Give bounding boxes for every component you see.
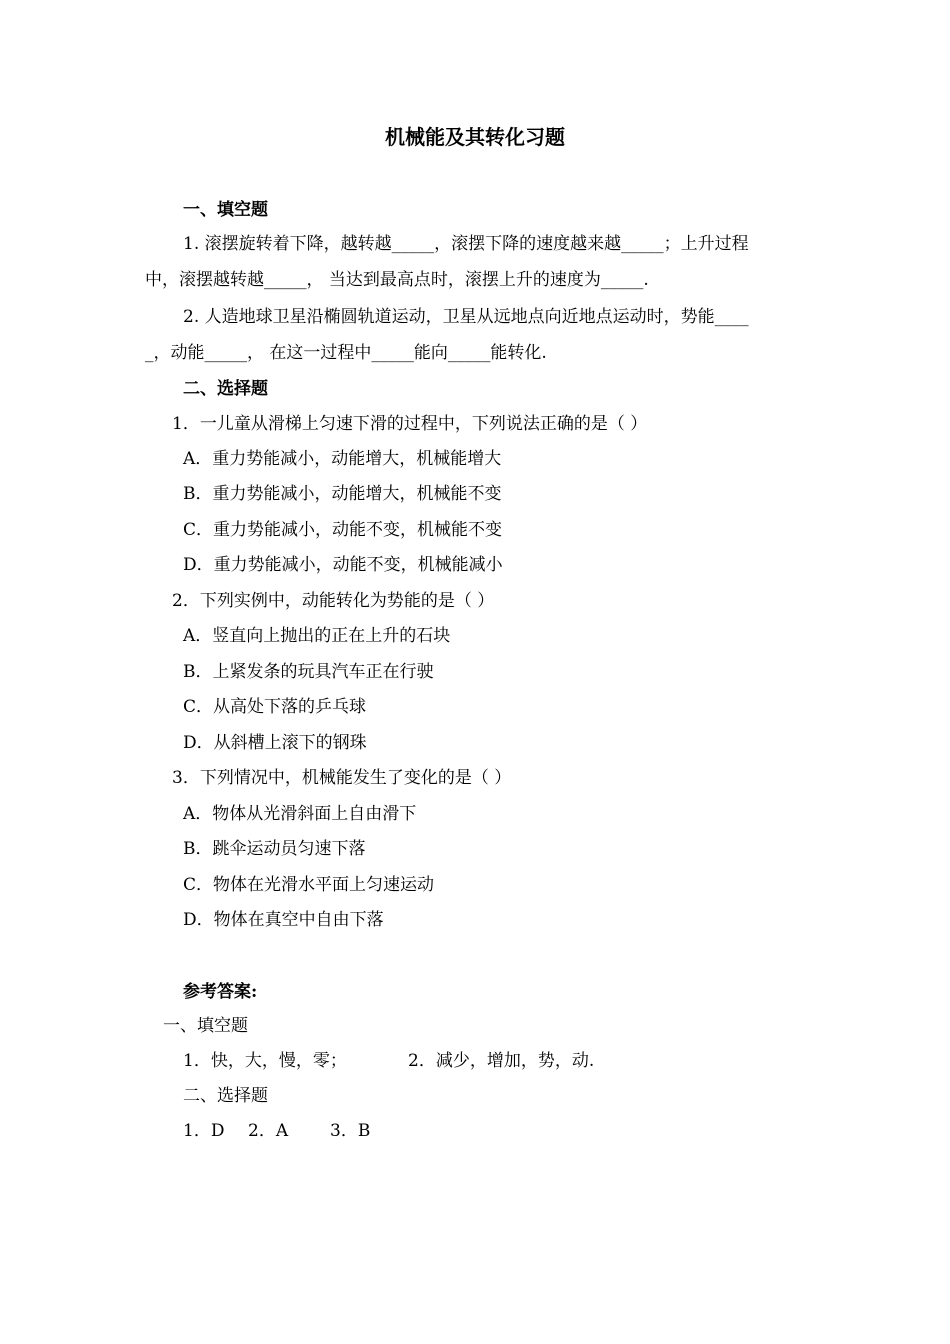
answers-choice-1: 1．D (183, 1121, 225, 1141)
choice-question-2-option-b: B．上紧发条的玩具汽车正在行驶 (183, 662, 434, 682)
fill-question-1-line-2: 中，滚摆越转越_____， 当达到最高点时，滚摆上升的速度为_____. (145, 270, 649, 290)
choice-question-2-option-c: C．从高处下落的乒乓球 (183, 697, 367, 717)
fill-question-2-line-2: _，动能_____， 在这一过程中_____能向_____能转化. (145, 343, 547, 363)
answers-heading: 参考答案: (183, 982, 258, 1002)
choice-question-3-option-b: B．跳伞运动员匀速下落 (183, 839, 366, 859)
choice-section-heading: 二、选择题 (183, 379, 268, 399)
choice-question-1-option-c: C．重力势能减小，动能不变，机械能不变 (183, 520, 503, 540)
answers-choice-2: 2．A (248, 1121, 289, 1141)
fill-section-heading: 一、填空题 (183, 200, 268, 220)
choice-question-2-option-d: D．从斜槽上滚下的钢珠 (183, 733, 367, 753)
choice-question-1-stem: 1．一儿童从滑梯上匀速下滑的过程中，下列说法正确的是（ ） (172, 414, 648, 434)
answers-fill-1: 1．快，大，慢，零； (183, 1051, 347, 1071)
page-title: 机械能及其转化习题 (385, 125, 565, 149)
choice-question-3-option-a: A．物体从光滑斜面上自由滑下 (183, 804, 417, 824)
answers-choice-heading: 二、选择题 (183, 1086, 268, 1106)
choice-question-1-option-a: A．重力势能减小，动能增大，机械能增大 (183, 449, 502, 469)
choice-question-3-option-d: D．物体在真空中自由下落 (183, 910, 384, 930)
answers-fill-heading: 一、填空题 (163, 1016, 248, 1036)
answers-fill-2: 2．减少，增加，势，动. (408, 1051, 595, 1071)
answers-choice-3: 3．B (330, 1121, 371, 1141)
fill-question-1-line-1: 1. 滚摆旋转着下降，越转越_____，滚摆下降的速度越来越_____；上升过程 (183, 234, 749, 254)
choice-question-2-option-a: A．竖直向上抛出的正在上升的石块 (183, 626, 451, 646)
choice-question-3-stem: 3．下列情况中，机械能发生了变化的是（ ） (172, 768, 512, 788)
choice-question-1-option-b: B．重力势能减小，动能增大，机械能不变 (183, 484, 502, 504)
choice-question-1-option-d: D．重力势能减小，动能不变，机械能减小 (183, 555, 503, 575)
fill-question-2-line-1: 2. 人造地球卫星沿椭圆轨道运动，卫星从远地点向近地点运动时，势能____ (183, 307, 749, 327)
choice-question-3-option-c: C．物体在光滑水平面上匀速运动 (183, 875, 435, 895)
choice-question-2-stem: 2．下列实例中，动能转化为势能的是（ ） (172, 591, 495, 611)
